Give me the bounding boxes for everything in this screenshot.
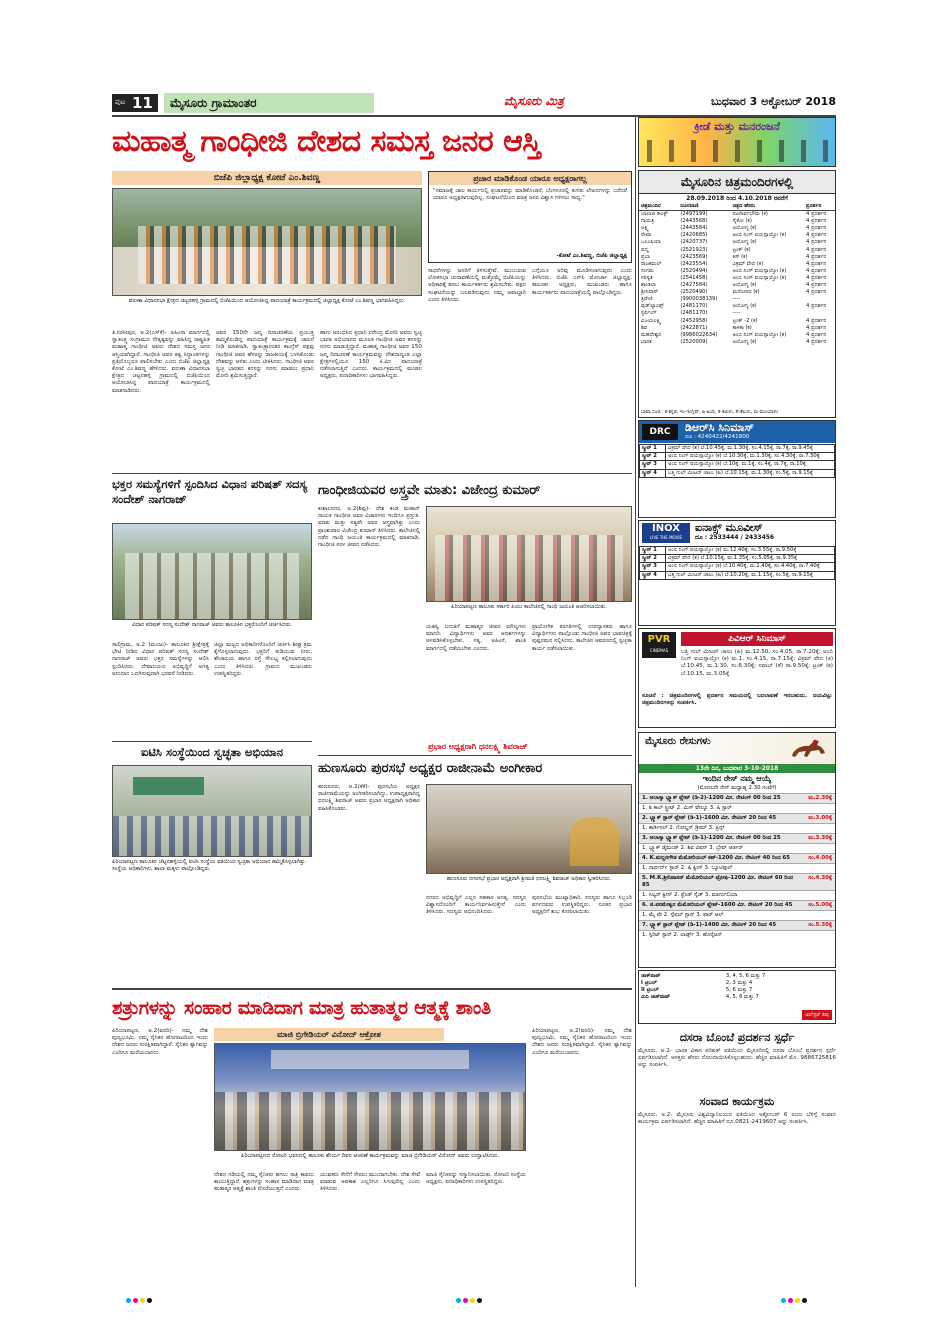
hunsur-caption: ಹುಣಸೂರು ನಗರಸಭೆ ಪ್ರಭಾರ ಅಧ್ಯಕ್ಷರಾಗಿ ಶ್ರೀಮತಿ ಧನಲಕ್ಷ್ಮಿ ಶಿವರಾಜ್ ಅಧಿಕಾರ ಸ್ವೀಕರಿಸಿದರು. bbox=[446, 876, 612, 882]
page-number: 11 bbox=[132, 94, 153, 112]
race-pick: 1. ನಾರ್ಥರ್ನ್ ಸ್ಟಾರ್ 2. ಷಿ ಕ್ವೀನ್ 3. ಬ್ಯೂಟಿಫುಲ್ bbox=[639, 863, 835, 873]
race-pick: 1. ಸ್ಪಿರಿಟ್ ಸ್ಟಾರ್ 2. ಲಾರ್ಡ್ಸ್ 3. ಹೊರೈಜನ್ bbox=[639, 930, 835, 940]
cinema-cell: 4 ಪ್ರದರ್ಶನ bbox=[806, 317, 827, 324]
race-title: 6. ಜಿ.ಪರಮೇಶ್ವರ ಮೆಮೋರಿಯಲ್ ಪ್ಲೇಟ್-1600 ಮೀ. ರೇಟಿಂಗ್ 20 ರಿಂದ 45 bbox=[642, 902, 793, 908]
race-time: ಸಂ.5.00ಕ್ಕೆ bbox=[808, 902, 832, 908]
print-registration-marks bbox=[125, 1288, 153, 1307]
cinema-cell: (2427584) bbox=[680, 282, 708, 289]
mlc-col-2: ಜಿಲ್ಲಾ ಮಟ್ಟದ ಅಧಿಕಾರಿಗಳೊಂದಿಗೆ ಚರ್ಚಿಸಿ ಶೀಘ್ರ ಕ್ರಮ ಕೈಗೊಳ್ಳಲಾಗುವುದು. ಭಕ್ತರಿಗೆ ಕುಡಿಯುವ ನೀರು, ಶೌಚಾಲಯ ಹಾಗೂ ರಸ್ತೆ ಸೌಲಭ್ಯ ಕಲ್ಪಿಸಲಾಗುವುದು ಎಂದು ತಿಳಿಸಿದರು. ಗ್ರಾಮದ ಮುಖಂಡರು ಉಪಸ್ಥಿತರಿದ್ದರು. bbox=[214, 642, 312, 677]
cinema-dates: 28.09.2018 ರಿಂದ 4.10.2018 ರವರೆಗೆ bbox=[686, 195, 788, 202]
drc-rows bbox=[640, 445, 835, 478]
divider bbox=[112, 473, 632, 474]
cinema-row bbox=[639, 339, 835, 346]
race-title-row bbox=[639, 920, 835, 930]
cinema-cell: ಬಾಲಾಜಿ ಡಿಲಕ್ಸ್ bbox=[641, 211, 668, 218]
cinema-cell: (2420685) bbox=[680, 232, 708, 239]
race-title: 5. M.K.ಶ್ರೀನಿವಾಸನ್ ಮೆಮೋರಿಯಲ್ ಟ್ರೋಫಿ-1200 ಮೀ. ರೇಟಿಂಗ್ 60 ರಿಂದ 85 bbox=[642, 875, 793, 888]
page-number-badge bbox=[112, 94, 158, 112]
gandhi-col-1: ಕುಶಾಲನಗರ, ಅ.2(ಶಿವು)- ದೇಶ ಕಂಡ ಮಹಾನ್ ನಾಯಕ ಗಾಂಧೀಜಿ ಅವರ ವಿಚಾರಗಳು ಇಂದಿಗೂ ಪ್ರಸ್ತುತ. ಮಾತು ಮತ್ತು ಸತ್ಯವೇ ಅವರ ಅಸ್ತ್ರವಾಗಿತ್ತು ಎಂದು ಪ್ರಾಂಶುಪಾಲ ವಿಜೇಂದ್ರ ಕುಮಾರ್ ತಿಳಿಸಿದರು. ಕಾಲೇಜಿನಲ್ಲಿ ನಡೆದ ಗಾಂಧಿ ಜಯಂತಿ ಕಾರ್ಯಕ್ರಮದಲ್ಲಿ ಮಾತನಾಡಿ, ಗಾಂಧೀಜಿ ಸರಳ ಜೀವನ ನಡೆಸಿದರು. bbox=[318, 506, 420, 549]
cinema-cell: ರಾಜಕಮಲ್ bbox=[641, 260, 662, 267]
race-pick: 1. ಕಾರ್ಡಿನಲ್ 2. ಗೋಲ್ಡನ್ ಡ್ರೀಮ್ 3. ಪ್ರಿನ್ಸ್ bbox=[639, 823, 835, 833]
cinema-rows bbox=[639, 211, 835, 346]
drc-showtimes: ಅಂಬಿ ನಿಂಗ್ ವಯಸ್ಸಾಯ್ತೋ (ಕ) ಬೆ.10ಕ್ಕೆ, ಮ.1ಕ್ಕೆ, ಸಂ.4ಕ್ಕೆ, ರಾ.7ಕ್ಕೆ, ರಾ.10ಕ್ಕೆ bbox=[666, 461, 835, 469]
drc-row bbox=[640, 469, 835, 477]
cinema-cell: 4 ಪ್ರದರ್ಶನ bbox=[806, 289, 827, 296]
lead-col-1: ತಿ.ನರಸೀಪುರ, ಅ.2(ಎಸ್‌ಕೆ)- ಅಹಿಂಸಾ ಮಾರ್ಗದಲ್ಲಿ ಸ್ವಾತಂತ್ರ್ಯ ಸಂಗ್ರಾಮದ ನೇತೃತ್ವವನ್ನು ವಹಿಸಿದ್ದ ರಾಷ್ಟ್ರಪಿತ ಮಹಾತ್ಮ ಗಾಂಧೀಜಿ ಅವರು ದೇಶದ ಸಮಸ್ತ ಜನರ ಆಸ್ತಿಯಾಗಿದ್ದಾರೆ. ಗಾಂಧೀಜಿ ಅವರ ತತ್ವ ಸಿದ್ಧಾಂತಗಳನ್ನು ಪ್ರತಿಯೊಬ್ಬರೂ ಪಾಲಿಸಬೇಕು ಎಂದು ಬಿಜೆಪಿ ಜಿಲ್ಲಾಧ್ಯಕ್ಷ ಕೋಟೆ ಎಂ.ಶಿವಣ್ಣ ಹೇಳಿದರು. ವರುಣಾ ವಿಧಾನಸಭಾ ಕ್ಷೇತ್ರದ ಚಟ್ಟನಹಳ್ಳಿ ಗ್ರಾಮದಲ್ಲಿ ಬಿಜೆಪಿಯಿಂದ ಆಯೋಜಿಸಿದ್ದ ಪಾದಯಾತ್ರೆ ಕಾರ್ಯಕ್ರಮದಲ್ಲಿ ಮಾತನಾಡಿದರು. bbox=[112, 330, 210, 394]
cinema-row bbox=[639, 232, 835, 239]
cinema-title: ಮೈಸೂರಿನ ಚಿತ್ರಮಂದಿರಗಳಲ್ಲಿ bbox=[639, 171, 835, 194]
enemy-col-1: ಪಿರಿಯಾಪಟ್ಟಣ, ಅ.2(ವರದಿ)- ನಮ್ಮ ದೇಶ ಪುಣ್ಯಭೂಮಿ, ನಮ್ಮ ಸೈನಿಕರ ಹೋರಾಟದಿಂದ ಇಂದು ದೇಶದ ಜನರು ಸುರಕ್ಷಿತವಾಗಿದ್ದಾರೆ. ಸೈನಿಕರ ತ್ಯಾಗವನ್ನು ಎಂದಿಗೂ ಮರೆಯಬಾರದು. bbox=[112, 1028, 208, 1056]
cinema-row bbox=[639, 325, 835, 332]
pvr-note: ಸೂಚನೆ : ಚಿತ್ರಮಂದಿರಗಳಲ್ಲಿ ಪ್ರದರ್ಶನ ಸಮಯದಲ್ಲಿ ಬದಲಾವಣೆ ಇರಬಹುದು. ದಯವಿಟ್ಟು ಚಿತ್ರಮಂದಿರಗಳನ್ನು ಸಂಪರ್ಕಿಸಿ. bbox=[642, 693, 832, 707]
race-time: ಸಂ.5.30ಕ್ಕೆ bbox=[808, 922, 832, 928]
cinema-box bbox=[638, 170, 836, 418]
cinema-row bbox=[639, 303, 835, 310]
enemy-photo bbox=[214, 1043, 526, 1151]
cinema-cell: (2423569) bbox=[680, 253, 708, 260]
enemy-col-4: ಮಾಜಿ ಸೈನಿಕರನ್ನು ಸನ್ಮಾನಿಸಲಾಯಿತು. ರೋಟರಿ ಸಂಸ್ಥೆಯ ಅಧ್ಯಕ್ಷರು, ಪದಾಧಿಕಾರಿಗಳು ಉಪಸ್ಥಿತರಿದ್ದರು. bbox=[426, 1172, 526, 1186]
inox-row bbox=[640, 571, 835, 579]
cinema-cell: (2481170) bbox=[680, 303, 708, 310]
enemy-col-2: ದೇಶದ ಗಡಿಯಲ್ಲಿ ನಮ್ಮ ಸೈನಿಕರು ಹಗಲು ರಾತ್ರಿ ಕಾವಲು ಕಾಯುತ್ತಿದ್ದಾರೆ. ಶತ್ರುಗಳನ್ನು ಸಂಹಾರ ಮಾಡಿದಾಗ ಮಾತ್ರ ಹುತಾತ್ಮರ ಆತ್ಮಕ್ಕೆ ಶಾಂತಿ ದೊರೆಯುತ್ತದೆ ಎಂದರು. bbox=[214, 1172, 314, 1193]
cinema-cell: 4 ಪ್ರದರ್ಶನ bbox=[806, 232, 827, 239]
sports-banner bbox=[638, 117, 836, 167]
inox-screen: ಸ್ಕ್ರೀನ್ 2 bbox=[640, 555, 666, 563]
section-name: ಮೈಸೂರು ಗ್ರಾಮಾಂತರ bbox=[164, 93, 374, 113]
race-time: ಸಂ.4.30ಕ್ಕೆ bbox=[808, 875, 832, 881]
jackpot-row bbox=[639, 987, 835, 994]
drc-logo: DRC bbox=[642, 424, 678, 440]
cinema-cell: ಒಲಂಪಿಯಾ bbox=[641, 239, 661, 246]
print-registration-marks bbox=[455, 1288, 483, 1307]
inox-table bbox=[639, 546, 835, 580]
jackpot-rows bbox=[639, 973, 835, 1001]
cinema-cell: ಅಯೋಗ್ಯ (ಕ) bbox=[732, 282, 757, 289]
cinema-cell: (9986022634) bbox=[680, 331, 718, 338]
inox-box bbox=[638, 520, 836, 626]
cinema-cell: ಸ್ಟರ್ಲಿಂಗ್ bbox=[641, 310, 657, 317]
cinema-cell: 4 ಪ್ರದರ್ಶನ bbox=[806, 267, 827, 274]
cinema-row bbox=[639, 282, 835, 289]
campaign-title: ಪ್ರಚಾರ ಮಾಡಿಕೊಂಡ ಯಾರೂ ಅಧ್ಯಕ್ಷರಾಗಲ್ಲ bbox=[429, 172, 631, 185]
cinema-table-header bbox=[639, 203, 835, 211]
issue-date: ಬುಧವಾರ 3 ಅಕ್ಟೋಬರ್ 2018 bbox=[710, 95, 836, 108]
cinema-cell: (9900038139) bbox=[680, 296, 718, 303]
inox-showtimes: ಅಂಬಿ ನಿಂಗ್ ವಯಸ್ಸಾಯ್ತೋ (ಕ) ಬೆ.10.40ಕ್ಕೆ, ಮ.1.40ಕ್ಕೆ, ಸಂ.4.40ಕ್ಕೆ, ರಾ.7.40ಕ್ಕೆ bbox=[666, 563, 835, 571]
cinema-cell: ಅಯೋಗ್ಯ (ಕ) bbox=[732, 239, 757, 246]
lead-photo-caption: ವರುಣಾ ವಿಧಾನಸಭಾ ಕ್ಷೇತ್ರದ ಚಟ್ಟನಹಳ್ಳಿ ಗ್ರಾಮದಲ್ಲಿ ಬಿಜೆಪಿಯಿಂದ ಆಯೋಜಿಸಿದ್ದ ಪಾದಯಾತ್ರೆ ಕಾರ್ಯಕ್ರಮದಲ್ಲಿ ಜಿಲ್ಲಾಧ್ಯಕ್ಷ ಕೋಟೆ ಎಂ.ಶಿವಣ್ಣ ಭಾಗವಹಿಸಿದ್ದರು. bbox=[128, 298, 406, 304]
jackpot-label: II ಟ್ರಿಬಲ್ bbox=[641, 987, 659, 994]
tipster-badge: ಟಿಪ್‌ಸ್ಟರ್ ಶಿವು bbox=[802, 1010, 832, 1020]
clean-headline: ಐಟಿಸಿ ಸಂಸ್ಥೆಯಿಂದ ಸ್ವಚ್ಛತಾ ಅಭಿಯಾನ bbox=[112, 741, 312, 763]
cinema-row bbox=[639, 318, 835, 325]
race-time: ಸಂ.4.00ಕ್ಕೆ bbox=[808, 855, 832, 861]
lead-col-3: ಹಾಗು ಅರಂಭಿಸಿದ ಪ್ರಧಾನಿ ನರೇಂದ್ರ ಮೋದಿ ಅವರು ಸ್ವಚ್ಛ ಭಾರತ ಅಭಿಯಾನದ ಮೂಲಕ ಗಾಂಧೀಜಿ ಅವರ ಕನಸನ್ನು ನನಸು ಮಾಡುತ್ತಿದ್ದಾರೆ. ಮಹಾತ್ಮ ಗಾಂಧೀಜಿ ಅವರ 150 ಜನ್ಮ ದಿನಾಚರಣೆ ಕಾರ್ಯಕ್ರಮವನ್ನು ದೇಶದಾದ್ಯಂತ ಎಲ್ಲಾ ಕ್ಷೇತ್ರಗಳಲ್ಲಿಯೂ 150 ಕಿ.ಮೀ ಪಾದಯಾತ್ರೆ ನಡೆಸಲಾಗುತ್ತಿದೆ ಎಂದರು. ಕಾರ್ಯಕ್ರಮದಲ್ಲಿ ಮಂಡಲ ಅಧ್ಯಕ್ಷರು, ಪದಾಧಿಕಾರಿಗಳು ಭಾಗವಹಿಸಿದ್ದರು. bbox=[320, 330, 422, 380]
inox-tagline: LIVE THE MOVIE bbox=[649, 535, 683, 540]
dasara-body: ಮೈಸೂರು, ಅ.2- ಭಾರತ ವಿಕಾಸ ಪರಿಷತ್ ವತಿಯಿಂದ ಮೈಸೂರಿನಲ್ಲಿ ದಸರಾ ಬೊಂಬೆ ಪ್ರದರ್ಶನ ಸ್ಪರ್ಧೆ ಏರ್ಪಡಿಸಲಾಗಿದೆ. ಆಸಕ್ತರು ಹೆಸರು ನೋಂದಾಯಿಸಿಕೊಳ್ಳಬಹುದು. ಹೆಚ್ಚಿನ ಮಾಹಿತಿಗೆ ಮೊ. 9886725816 ಅನ್ನು ಸಂಪರ್ಕಿಸಿ. bbox=[638, 1048, 836, 1069]
cinema-cell: (2422871) bbox=[680, 324, 708, 331]
drc-showtimes: ಅಂಬಿ ನಿಂಗ್ ವಯಸ್ಸಾಯ್ತೋ (ಕ) ಬೆ.10.30ಕ್ಕೆ, ಮ.1.30ಕ್ಕೆ, ಸಂ.4.30ಕ್ಕೆ, ರಾ.7.30ಕ್ಕೆ bbox=[666, 453, 835, 461]
pvr-logo-sub: CINEMAS bbox=[649, 648, 669, 653]
lead-headline: ಮಹಾತ್ಮ ಗಾಂಧೀಜಿ ದೇಶದ ಸಮಸ್ತ ಜನರ ಆಸ್ತಿ bbox=[112, 124, 541, 159]
cinema-cell: 4 ಪ್ರದರ್ಶನ bbox=[806, 225, 827, 232]
jackpot-row bbox=[639, 973, 835, 980]
drc-showtimes: ವಿಕ್ರಮ್ ವೇದ (ತ) ಬೆ.10.45ಕ್ಕೆ, ಮ.1.30ಕ್ಕೆ, ಸಂ.4.15ಕ್ಕೆ, ರಾ.7ಕ್ಕೆ, ರಾ.9.45ಕ್ಕೆ bbox=[666, 445, 835, 453]
race-pick: 1. ಬ್ಲ್ಯಾಕ್ ಡೈಮಂಡ್ 2. ಶಿವ ವಿಷನ್ 3. ಬ್ರೇವ್ ಆರ್ಡರ್ bbox=[639, 843, 835, 853]
cinema-cell bbox=[804, 296, 835, 303]
cinema-cell: ವಿಜಯಲಕ್ಷ್ಮಿ bbox=[641, 317, 662, 324]
program-headline: ಸಂವಾದ ಕಾರ್ಯಕ್ರಮ bbox=[699, 1095, 775, 1108]
inox-row bbox=[640, 563, 835, 571]
cinema-row bbox=[639, 225, 835, 232]
horse-icon-svg bbox=[789, 735, 829, 761]
cinema-cell: ಪದ್ಮ bbox=[641, 246, 649, 253]
cinema-cell: ಕಾಳಿಕಾ (ಕ) bbox=[732, 324, 752, 331]
cinema-cell: (2443584) bbox=[680, 225, 708, 232]
lead-photo bbox=[112, 188, 422, 296]
enemy-col-3: ಯುವಕರು ಸೇನೆಗೆ ಸೇರಲು ಮುಂದಾಗಬೇಕು. ದೇಶ ಸೇವೆ ಮಾಡುವ ಅವಕಾಶ ಎಲ್ಲರಿಗೂ ಸಿಗುವುದಿಲ್ಲ ಎಂದು ತಿಳಿಸಿದರು. bbox=[320, 1172, 420, 1193]
lead-byline: ಬಿಜೆಪಿ ಜಿಲ್ಲಾಧ್ಯಕ್ಷ ಕೋಟೆ ಎಂ.ಶಿವಣ್ಣ bbox=[112, 171, 422, 185]
pvr-schedule: ಬತ್ತಿ ಗುಲ್ ಮೀಟರ್ ಚಾಲು (ಹಿ) ಮ.12.50, ಸಂ.4.05, ರಾ.7.20ಕ್ಕೆ; ಅಂಬಿ ನಿಂಗ್ ವಯಸ್ಸಾಯ್ತೋ (ಕ) ಮ.1, ಸಂ.4.15, ರಾ.7.15ಕ್ಕೆ; ವಿಕ್ರಮ್ ವೇದ (ತ) ಬೆ.10.45, ಮ.1.30, ಸಂ.6.30ಕ್ಕೆ; ನವಾಬ್ (ತೆ) ರಾ.9.50ಕ್ಕೆ; ಟ್ರಂಕ್ (ಕ) ಬೆ.10.15, ಮ.3.05ಕ್ಕೆ bbox=[681, 649, 833, 677]
race-time: ಮ.2.30ಕ್ಕೆ bbox=[808, 795, 832, 801]
cinema-cell: 4 ಪ್ರದರ್ಶನ bbox=[806, 324, 827, 331]
jackpot-table bbox=[639, 973, 835, 1001]
cinema-cell: 4 ಪ್ರದರ್ಶನ bbox=[806, 253, 827, 260]
cinema-cell bbox=[804, 310, 835, 317]
drc-row bbox=[640, 453, 835, 461]
cinema-cell: (2521923) bbox=[680, 246, 708, 253]
cinema-cell: ಕಿಸ್ (ಕ) bbox=[732, 253, 748, 260]
cinema-table bbox=[639, 203, 835, 346]
jackpot-row bbox=[639, 994, 835, 1001]
cinema-cell: (2497199) bbox=[680, 211, 708, 218]
cinema-cell: (2520490) bbox=[680, 289, 708, 296]
enemy-caption: ಪಿರಿಯಾಪಟ್ಟಣದ ರೋಟರಿ ಭವನದಲ್ಲಿ ತಾಲೂಕು ಶೌರ್ಯ ದಿವಸ ಆಚರಣೆ ಕಾರ್ಯಕ್ರಮವನ್ನು ಮಾಜಿ ಬ್ರಿಗೇಡಿಯರ್ ವಿನೋದ್ ಅವರು ಉದ್ಘಾಟಿಸಿದರು. bbox=[241, 1153, 499, 1159]
cinema-cell: ರೇಖಾ bbox=[641, 232, 652, 239]
pvr-logo bbox=[642, 632, 676, 658]
race-title: 1. ಆಲಾಸ್ಕಾ ಬ್ಲ್ಯಾಕ್ ಪ್ಲೇಟ್ (ಡಿ-2)-1200 ಮೀ. ರೇಟಿಂಗ್ 00 ರಿಂದ 25 bbox=[642, 795, 781, 801]
cinema-row bbox=[639, 289, 835, 296]
mlc-headline: ಭಕ್ತರ ಸಮಸ್ಯೆಗಳಿಗೆ ಸ್ಪಂದಿಸಿದ ವಿಧಾನ ಪರಿಷತ್ ಸದಸ್ಯ ಸಂದೇಶ್ ನಾಗರಾಜ್ bbox=[112, 477, 308, 506]
cinema-cell: ಸರಸ್ವತಿ bbox=[641, 274, 653, 281]
drc-title: ಡಿಆರ್‌ಸಿ ಸಿನಿಮಾಸ್ bbox=[685, 421, 754, 434]
gandhi-photo bbox=[426, 506, 632, 602]
cinema-cell: (2443568) bbox=[680, 218, 708, 225]
cinema-cell: ಗಾಯತ್ರಿ bbox=[641, 218, 655, 225]
cinema-row bbox=[639, 247, 835, 254]
cinema-cell: 4 ಪ್ರದರ್ಶನ bbox=[806, 338, 827, 345]
cinema-cell: 4 ಪ್ರದರ್ಶನ bbox=[806, 282, 827, 289]
inox-screen: ಸ್ಕ್ರೀನ್ 1 bbox=[640, 547, 666, 555]
cinema-cell: (2420737) bbox=[680, 239, 708, 246]
cinema-cell: ಅಂಬಿ ನಿಂಗ್ ವಯಸ್ಸಾಯ್ತೋ (ಕ) bbox=[732, 232, 787, 239]
cinema-cell: (2520009) bbox=[680, 338, 708, 345]
lead-col-2: ಅವರ 150ನೇ ಜನ್ಮ ದಿನಾಚರಣೆಯ ಪ್ರಯುಕ್ತ ಹಮ್ಮಿಕೊಂಡಿದ್ದ ಪಾದಯಾತ್ರೆ ಕಾರ್ಯಕ್ರಮಕ್ಕೆ ಚಾಲನೆ ನೀಡಿ ಮಾತನಾಡಿ, ಸ್ವಾತಂತ್ರ್ಯಾನಂತರ ಕಾಂಗ್ರೆಸ್ ಪಕ್ಷವು ಗಾಂಧೀಜಿ ಅವರ ಹೆಸರನ್ನು ರಾಜಕೀಯಕ್ಕೆ ಬಳಸಿಕೊಂಡು ದೇಶವನ್ನು ಆಳಿತು ಎಂದು ಟೀಕಿಸಿದರು. ಗಾಂಧೀಜಿ ಅವರ ಸ್ವಚ್ಛ ಭಾರತದ ಕನಸನ್ನು ನನಸು ಮಾಡಲು ಪ್ರಧಾನಿ ಮೋದಿ ಶ್ರಮಿಸುತ್ತಿದ್ದಾರೆ. bbox=[216, 330, 314, 380]
cinema-header-cell: ಚಿತ್ರದ ಹೆಸರು bbox=[732, 203, 756, 209]
pvr-logo-text: PVR bbox=[647, 634, 671, 645]
race-time: ಮ.3.00ಕ್ಕೆ bbox=[808, 815, 832, 821]
drc-showtimes: ಬತ್ತಿ ಗುಲ್ ಮೀಟರ್ ಚಾಲು (ಹಿ) ಬೆ.10.15ಕ್ಕೆ, ಮ.1.30ಕ್ಕೆ, ಸಂ.5ಕ್ಕೆ, ರಾ.9.15ಕ್ಕೆ bbox=[666, 469, 835, 477]
drc-row bbox=[640, 461, 835, 469]
clean-photo bbox=[112, 765, 312, 857]
cinema-row bbox=[639, 275, 835, 282]
inox-screen: ಸ್ಕ್ರೀನ್ 3 bbox=[640, 563, 666, 571]
race-title: 4. K.ಮಲ್ಲನಗೌಡ ಮೆಮೋರಿಯಲ್ ಕಪ್-1200 ಮೀ. ರೇಟಿಂಗ್ 40 ರಿಂದ 65 bbox=[642, 855, 791, 861]
column-rule bbox=[635, 117, 636, 1287]
mlc-col-1: ಸಾಲಿಗ್ರಾಮ, ಅ.2 (ಮಂಜು)- ತಾಲೂಕಿನ ಶ್ರೀಕ್ಷೇತ್ರಕ್ಕೆ ಭೇಟಿ ನೀಡಿದ ವಿಧಾನ ಪರಿಷತ್ ಸದಸ್ಯ ಸಂದೇಶ್ ನಾಗರಾಜ್ ಅವರು ಭಕ್ತರ ಸಮಸ್ಯೆಗಳನ್ನು ಆಲಿಸಿ ಸ್ಪಂದಿಸಿದರು. ದೇವಾಲಯದ ಅಭಿವೃದ್ಧಿಗೆ ಅಗತ್ಯ ಅನುದಾನ ಒದಗಿಸುವುದಾಗಿ ಭರವಸೆ ನೀಡಿದರು. bbox=[112, 642, 209, 677]
hunsur-col-1: ಹುಣಸೂರು, ಅ.2(ಕೆಕೆ)- ಪುರಸಭೆಯ ಅಧ್ಯಕ್ಷರ ರಾಜೀನಾಮೆಯನ್ನು ಅಂಗೀಕರಿಸಲಾಗಿದ್ದು, ಉಪಾಧ್ಯಕ್ಷರಾಗಿದ್ದ ಧನಲಕ್ಷ್ಮಿ ಶಿವರಾಜ್ ಅವರು ಪ್ರಭಾರ ಅಧ್ಯಕ್ಷರಾಗಿ ಅಧಿಕಾರ ವಹಿಸಿಕೊಂಡರು. bbox=[318, 784, 420, 812]
horse-icon bbox=[789, 735, 829, 761]
inox-rows bbox=[640, 547, 835, 580]
drc-box bbox=[638, 420, 836, 518]
cinema-cell: ವುಡ್‌ಲ್ಯಾಂಡ್ಸ್ bbox=[641, 303, 664, 310]
race-title: 2. ಬ್ಲ್ಯಾಕ್ ಸ್ಟಾರ್ ಪ್ಲೇಟ್ (ಡಿ-1)-1600 ಮೀ. ರೇಟಿಂಗ್ 20 ರಿಂದ 45 bbox=[642, 815, 777, 821]
cinema-row bbox=[639, 296, 835, 303]
cinema-cell: ನಟಸಾರ್ವಭೌಮ (ಕ) bbox=[732, 211, 768, 218]
cinema-cell: ಅಂಬಿ ನಿಂಗ್ ವಯಸ್ಸಾಯ್ತೋ (ಕ) bbox=[732, 267, 787, 274]
campaign-box bbox=[428, 171, 632, 263]
race-pick: 1. ಶಿ ಕಾಲ್ ಸ್ಟ್ರೀಟ್ 2. ಮಿಸ್ ವೇಲ್ಯೂ 3. ಷಿ ಸ್ಟಾರ್ bbox=[639, 803, 835, 813]
pvr-title: ಪಿವಿಆರ್ ಸಿನಿಮಾಸ್ bbox=[681, 632, 833, 646]
cinema-row bbox=[639, 254, 835, 261]
jackpot-label: ಮಿನಿ ಜಾಕ್‌ಪಾಟ್ bbox=[641, 994, 671, 1001]
cinema-cell: ಅಯೋಗ್ಯ (ಕ) bbox=[732, 303, 757, 310]
cinema-cell: ಮಹದೇಶ್ವರ bbox=[641, 331, 662, 338]
races-meta: 13ನೇ ದಿನ, ಬುಧವಾರ 3-10-2018 bbox=[639, 764, 835, 773]
race-title: 3. ಆಲಾಸ್ಕಾ ಬ್ಲ್ಯಾಕ್ ಪ್ಲೇಟ್ (ಡಿ-1)-1200 ಮೀ. ರೇಟಿಂಗ್ 00 ರಿಂದ 25 bbox=[642, 835, 781, 841]
drc-screen: ಸ್ಕ್ರೀನ್ 3 bbox=[640, 461, 666, 469]
page-label: ಪುಟ bbox=[115, 98, 126, 106]
cinema-language-note: ಭಾಷಾ ಸೂಚಿ : ಕ-ಕನ್ನಡ, ಇಂ-ಇಂಗ್ಲಿಷ್, ಹಿ-ಹಿಂದಿ, ತ-ತಮಿಳು, ತೆ-ತೆಲುಗು, ಮ-ಮಲಯಾಳಂ bbox=[641, 410, 779, 415]
cinema-cell: ಮನೋರಥ (ಕ) bbox=[732, 289, 760, 296]
sports-silhouettes bbox=[647, 140, 829, 162]
race-title-row bbox=[639, 813, 835, 823]
race-title-row bbox=[639, 793, 835, 803]
cinema-cell: ಟ್ರಂಕ್ (ಕ) bbox=[732, 246, 751, 253]
races-list bbox=[639, 793, 835, 940]
cinema-cell: (2541458) bbox=[680, 274, 708, 281]
drc-screen: ಸ್ಕ್ರೀನ್ 4 bbox=[640, 469, 666, 477]
drc-screen: ಸ್ಕ್ರೀನ್ 2 bbox=[640, 453, 666, 461]
cinema-cell: ---- bbox=[732, 296, 741, 303]
cinema-cell: ಲಕ್ಷ್ಮಿ bbox=[641, 225, 649, 232]
races-note: (ಮೊದಲನೇ ರೇಸ್ ಮಧ್ಯಾಹ್ನ 2.30 ಗಂಟೆಗೆ) bbox=[697, 785, 777, 791]
cinema-cell: ಶಿವ bbox=[641, 324, 648, 331]
cinema-cell: 4 ಪ್ರದರ್ಶನ bbox=[806, 239, 827, 246]
cinema-cell: ಅಂಬಿ ನಿಂಗ್ ವಯಸ್ಸಾಯ್ತೋ (ಕ) bbox=[732, 274, 787, 281]
inox-title: ಐನಾಕ್ಸ್ ಮೂವೀಸ್ bbox=[695, 521, 763, 534]
mlc-photo bbox=[112, 523, 312, 620]
inox-showtimes: ವಿಕ್ರಮ್ ವೇದ (ತ) ಬೆ.10.15ಕ್ಕೆ, ಮ.1.35ಕ್ಕೆ, ಸಂ.5.05ಕ್ಕೆ, ರಾ.9.35ಕ್ಕೆ bbox=[666, 555, 835, 563]
cinema-cell: 4 ಪ್ರದರ್ಶನ bbox=[806, 246, 827, 253]
enemy-byline: ಮಾಜಿ ಬ್ರಿಗೇಡಿಯರ್ ವಿನೋದ್ ಆಕ್ರೋಶ bbox=[214, 1028, 444, 1041]
cinema-cell: ಸೈಕೋ (ಕ) bbox=[732, 218, 752, 225]
cinema-cell: 4 ಪ್ರದರ್ಶನ bbox=[806, 218, 827, 225]
races-title: ಮೈಸೂರು ರೇಸುಗಳು bbox=[645, 736, 711, 747]
inox-logo-text: INOX bbox=[652, 523, 680, 534]
cinema-cell: ಟ್ರಂಕ್ -2 (ಕ) bbox=[732, 317, 758, 324]
hunsur-col-2: ನಗರದ ಅಭಿವೃದ್ಧಿಗೆ ಎಲ್ಲರ ಸಹಕಾರ ಅಗತ್ಯ. ಸದಸ್ಯರ ವಿಶ್ವಾಸದೊಂದಿಗೆ ಕಾರ್ಯನಿರ್ವಹಿಸುತ್ತೇನೆ ಎಂದು ತಿಳಿಸಿದರು. ಸದಸ್ಯರು ಅಭಿನಂದಿಸಿದರು. bbox=[426, 895, 526, 916]
cinema-row bbox=[639, 332, 835, 339]
inox-showtimes: ಅಂಬಿ ನಿಂಗ್ ವಯಸ್ಸಾಯ್ತೋ (ಕ) ಮ.12.40ಕ್ಕೆ, ಸಂ.3.55ಕ್ಕೆ, ರಾ.9.50ಕ್ಕೆ bbox=[666, 547, 835, 555]
cinema-cell: ವಿಕ್ರಮ್ ವೇದ (ಕ) bbox=[732, 260, 764, 267]
cinema-row bbox=[639, 261, 835, 268]
jackpot-value: 3, 4, 5, 6 ಮತ್ತು 7 bbox=[725, 973, 766, 979]
gandhi-caption: ಪಿರಿಯಾಪಟ್ಟಣ ತಾಲೂಕು ಸರ್ಕಾರಿ ಪಿಯು ಕಾಲೇಜಿನಲ್ಲಿ ಗಾಂಧಿ ಜಯಂತಿ ಆಚರಿಸಲಾಯಿತು. bbox=[451, 604, 607, 610]
race-pick: 1. ಸಿಲ್ವರ್ ಕ್ವೀನ್ 2. ಫ್ರೆಂಡ್ ಸೈಡ್ 3. ಮಾರ್ಗುಲಿಯಾ bbox=[639, 890, 835, 900]
cinema-cell: ತ್ರಿವೇಣಿ bbox=[641, 296, 653, 303]
inox-logo bbox=[642, 523, 690, 543]
cinema-cell: ಶಾಂತಲಾ bbox=[641, 282, 656, 289]
cinema-cell: ---- bbox=[732, 310, 741, 317]
jackpot-row bbox=[639, 980, 835, 987]
cinema-row bbox=[639, 218, 835, 225]
races-sub: ಇಂದಿನ ರೇಸ್ ನಮ್ಮ ಆಯ್ಕೆ bbox=[702, 774, 772, 783]
cinema-cell: 4 ಪ್ರದರ್ಶನ bbox=[806, 211, 827, 218]
cinema-cell: 4 ಪ್ರದರ್ಶನ bbox=[806, 274, 827, 281]
cinema-cell: ಶ್ರೀನಿವಾಸ್ bbox=[641, 289, 659, 296]
cinema-cell: 4 ಪ್ರದರ್ಶನ bbox=[806, 303, 827, 310]
cinema-row bbox=[639, 239, 835, 246]
enemy-col-5: ಪಿರಿಯಾಪಟ್ಟಣ, ಅ.2(ವರದಿ)- ನಮ್ಮ ದೇಶ ಪುಣ್ಯಭೂಮಿ, ನಮ್ಮ ಸೈನಿಕರ ಹೋರಾಟದಿಂದ ಇಂದು ದೇಶದ ಜನರು ಸುರಕ್ಷಿತವಾಗಿದ್ದಾರೆ. ಸೈನಿಕರ ತ್ಯಾಗವನ್ನು ಎಂದಿಗೂ ಮರೆಯಬಾರದು. bbox=[532, 1028, 632, 1056]
hunsur-col-3: ಪುರಸಭೆಯ ಮುಖ್ಯಾಧಿಕಾರಿ, ಸದಸ್ಯರು ಹಾಗೂ ಸಿಬ್ಬಂದಿ ವರ್ಗದವರು ಉಪಸ್ಥಿತರಿದ್ದರು. ನೂತನ ಪ್ರಭಾರ ಅಧ್ಯಕ್ಷರಿಗೆ ಶುಭ ಕೋರಲಾಯಿತು. bbox=[532, 895, 632, 916]
cinema-cell: (2452958) bbox=[680, 317, 708, 324]
paper-name: ಮೈಸೂರು ಮಿತ್ರ bbox=[504, 94, 564, 108]
drc-phone: ದೂ : 4240422/4241800 bbox=[685, 434, 750, 440]
campaign-quote: "ಸಮಾಜಕ್ಕೆ ಚಾಲ ಕಾರ್ಯದಲ್ಲಿ ಪ್ರಚಾರವನ್ನು ಮಾಡಿಕೊಂಡರೆ, ಬೆಂಗಳೂರಲ್ಲಿ ಕುಳಿತು ಲೇಖನಗಳನ್ನು ಬರೆದರೆ ಯಾರೂ ಅಧ್ಯಕ್ಷರಾಗುವುದಿಲ್ಲ. ಸಂಘಟನೆಯಿಂದ ಮಾತ್ರ ಜನರ ವಿಶ್ವಾಸ ಗಳಿಸಲು ಸಾಧ್ಯ." bbox=[433, 188, 627, 202]
race-title-row bbox=[639, 853, 835, 863]
race-time: ಮ.3.30ಕ್ಕೆ bbox=[808, 835, 832, 841]
cinema-cell: (2481170) bbox=[680, 310, 708, 317]
program-body: ಮೈಸೂರು, ಅ.2- ಮೈಸೂರು ವಿಶ್ವವಿದ್ಯಾನಿಲಯದ ವತಿಯಿಂದ ಅಕ್ಟೋಬರ್ 6 ರಂದು ಬೆಳಿಗ್ಗೆ ಸಂವಾದ ಕಾರ್ಯಕ್ರಮ ಏರ್ಪಡಿಸಲಾಗಿದೆ. ಹೆಚ್ಚಿನ ಮಾಹಿತಿಗೆ ದೂ.0821-2419607 ಅನ್ನು ಸಂಪರ್ಕಿಸಿ. bbox=[638, 1112, 836, 1126]
jackpot-label: I ಟ್ರಿಬಲ್ bbox=[641, 980, 657, 987]
divider bbox=[112, 988, 632, 990]
cinema-cell: 4 ಪ್ರದರ್ಶನ bbox=[806, 331, 827, 338]
race-title: 7. ಬ್ಲ್ಯಾಕ್ ಸ್ಟಾರ್ ಪ್ಲೇಟ್ (ಡಿ-1)-1400 ಮೀ. ರೇಟಿಂಗ್ 20 ರಿಂದ 45 bbox=[642, 922, 777, 928]
cinema-cell: ಭಾರತ bbox=[641, 338, 652, 345]
gandhi-col-2: ಯಶಸ್ವಿ ಬದುಕಿಗೆ ಮಹಾತ್ಮರ ಜೀವನ ಮೌಲ್ಯಗಳು ಮಾದರಿ. ವಿದ್ಯಾರ್ಥಿಗಳು ಅವರ ಆದರ್ಶಗಳನ್ನು ಅಳವಡಿಸಿಕೊಳ್ಳಬೇಕು. ಸತ್ಯ, ಅಹಿಂಸೆ, ಶಾಂತಿ ಮಾರ್ಗದಲ್ಲಿ ನಡೆಯಬೇಕು ಎಂದರು. bbox=[426, 624, 526, 652]
hunsur-headline: ಹುಣಸೂರು ಪುರಸಭೆ ಅಧ್ಯಕ್ಷರ ರಾಜೀನಾಮೆ ಅಂಗೀಕಾರ bbox=[318, 755, 632, 781]
cinema-row bbox=[639, 310, 835, 317]
race-title-row bbox=[639, 900, 835, 910]
enemy-headline: ಶತ್ರುಗಳನ್ನು ಸಂಹಾರ ಮಾಡಿದಾಗ ಮಾತ್ರ ಹುತಾತ್ಮರ ಆತ್ಮಕ್ಕೆ ಶಾಂತಿ bbox=[112, 997, 491, 1019]
cinema-header-cell: ಪ್ರದರ್ಶನ bbox=[806, 203, 822, 209]
race-title-row bbox=[639, 873, 835, 890]
campaign-quote-author: -ಕೋಟೆ ಎಂ.ಶಿವಣ್ಣ, ಬಿಜೆಪಿ ಜಿಲ್ಲಾಧ್ಯಕ್ಷ bbox=[556, 253, 627, 259]
race-pick: 1. ಮೈ ವೇ 2. ಸ್ಪೆಷಲ್ ಸ್ಟಾರ್ 3. ಫಾರ್ ಆಲ್ bbox=[639, 910, 835, 920]
jackpot-value: 4, 5, 6 ಮತ್ತು 7 bbox=[725, 994, 759, 1001]
jackpot-label: ಜಾಕ್‌ಪಾಟ್ bbox=[641, 973, 661, 979]
dasara-headline: ದಸರಾ ಬೊಂಬೆ ಪ್ರದರ್ಶನ ಸ್ಪರ್ಧೆ bbox=[679, 1031, 795, 1044]
cinema-header-cell: ದೂರವಾಣಿ bbox=[680, 203, 699, 209]
gandhi-headline: ಗಾಂಧೀಜಿಯವರ ಅಸ್ತ್ರವೇ ಮಾತು: ವಿಜೇಂದ್ರ ಕುಮಾರ್ bbox=[318, 483, 541, 498]
campaign-col-1: ಸಾಧನೆಗಳನ್ನು ಜನರಿಗೆ ತಿಳಿಸುತ್ತೇವೆ. ಮುಂಬರುವ ಲೋಕಸಭಾ ಚುನಾವಣೆಯಲ್ಲಿ ಮತ್ತೊಮ್ಮೆ ಬಿಜೆಪಿಯನ್ನು ಅಧಿಕಾರಕ್ಕೆ ತರಲು ಕಾರ್ಯಕರ್ತರು ಶ್ರಮಿಸಬೇಕು. ಪಕ್ಷದ ಸಂಘಟನೆಯನ್ನು ಬಲಪಡಿಸುವುದು ನಮ್ಮ ಜವಾಬ್ದಾರಿ ಎಂದು ತಿಳಿಸಿದರು. bbox=[428, 268, 526, 303]
cinema-cell: 4 ಪ್ರದರ್ಶನ bbox=[806, 260, 827, 267]
jackpot-value: 2, 3 ಮತ್ತು 4 bbox=[725, 980, 753, 987]
races-box bbox=[638, 732, 836, 968]
campaign-col-2: ಬಗ್ಗೆಯೂ ಅರಿವು ಮೂಡಿಸಲಾಗುವುದು ಎಂದು ತಿಳಿಸಿದರು. ಬಿಜೆಪಿ ಎಸ್‌ಸಿ ಮೋರ್ಚಾ ಜಿಲ್ಲಾಧ್ಯಕ್ಷ, ತಾಲೂಕು ಅಧ್ಯಕ್ಷರು, ಮುಖಂಡರು ಹಾಗೂ ಕಾರ್ಯಕರ್ತರು ಪಾದಯಾತ್ರೆಯಲ್ಲಿ ಪಾಲ್ಗೊಂಡಿದ್ದರು. bbox=[532, 268, 632, 296]
cinema-cell: ಅಯೋಗ್ಯ (ಕ) bbox=[732, 338, 757, 345]
cinema-cell: (2423554) bbox=[680, 260, 708, 267]
hunsur-photo bbox=[426, 784, 632, 874]
inox-screen: ಸ್ಕ್ರೀನ್ 4 bbox=[640, 571, 666, 579]
races-header bbox=[639, 733, 835, 763]
hunsur-kicker: ಪ್ರಭಾರ ಅಧ್ಯಕ್ಷರಾಗಿ ಧನಲಕ್ಷ್ಮಿ ಶಿವರಾಜ್ bbox=[428, 742, 528, 751]
cinema-cell: ಅಯೋಗ್ಯ (ಕ) bbox=[732, 225, 757, 232]
drc-screen: ಸ್ಕ್ರೀನ್ 1 bbox=[640, 445, 666, 453]
cinema-header-cell: ಚಿತ್ರಮಂದಿರ bbox=[641, 203, 661, 209]
cinema-cell: ಸಂಗಮ bbox=[641, 267, 654, 274]
jackpot-box bbox=[638, 970, 836, 1024]
cinema-row bbox=[639, 211, 835, 219]
inox-header bbox=[639, 521, 835, 545]
cinema-cell: ಪ್ರಭಾ bbox=[641, 253, 650, 260]
drc-table bbox=[639, 444, 835, 478]
page-header bbox=[112, 92, 836, 114]
inox-row bbox=[640, 555, 835, 563]
cinema-cell: (2520494) bbox=[680, 267, 708, 274]
inox-phone: ದೂ : 2533444 / 2433456 bbox=[695, 534, 775, 541]
mlc-caption: ವಿಧಾನ ಪರಿಷತ್ ಸದಸ್ಯ ಸಂದೇಶ್ ನಾಗರಾಜ್ ಅವರು ತಾಲೂಕಿನ ಭಕ್ತರೊಂದಿಗೆ ಚರ್ಚಿಸಿದರು. bbox=[131, 622, 292, 628]
inox-row bbox=[640, 547, 835, 555]
drc-header bbox=[639, 421, 835, 443]
inox-showtimes: ಬತ್ತಿ ಗುಲ್ ಮೀಟರ್ ಚಾಲು (ಹಿ) ಬೆ.10.20ಕ್ಕೆ, ಮ.1.15ಕ್ಕೆ, ಸಂ.5ಕ್ಕೆ, ರಾ.9.15ಕ್ಕೆ bbox=[666, 571, 835, 579]
sports-title: ಕ್ರೀಡೆ ಮತ್ತು ಮನರಂಜನೆ bbox=[694, 120, 780, 133]
print-registration-marks bbox=[780, 1288, 808, 1307]
race-title-row bbox=[639, 833, 835, 843]
gandhi-col-3: ಪ್ರಾಯೋಗಿಕ ತರಗತಿಗಳಲ್ಲಿ ಉಪನ್ಯಾಸಕರು ಹಾಗೂ ವಿದ್ಯಾರ್ಥಿಗಳು ಪಾಲ್ಗೊಂಡು ಗಾಂಧೀಜಿ ಅವರ ಭಾವಚಿತ್ರಕ್ಕೆ ಪುಷ್ಪನಮನ ಸಲ್ಲಿಸಿದರು. ಕಾಲೇಜಿನ ಆವರಣದಲ್ಲಿ ಸ್ವಚ್ಛತಾ ಕಾರ್ಯ ನಡೆಸಲಾಯಿತು. bbox=[532, 624, 632, 652]
drc-row bbox=[640, 445, 835, 453]
cinema-cell: ಅಂಬಿ ನಿಂಗ್ ವಯಸ್ಸಾಯ್ತೋ (ಕ) bbox=[732, 331, 787, 338]
jackpot-value: 5, 6 ಮತ್ತು 7 bbox=[725, 987, 753, 994]
cinema-row bbox=[639, 268, 835, 275]
clean-caption: ಪಿರಿಯಾಪಟ್ಟಣ ತಾಲೂಕಿನ ಚೆಟ್ಟನಹಳ್ಳಿಯಲ್ಲಿ ಐಟಿಸಿ ಸಂಸ್ಥೆಯ ವತಿಯಿಂದ ಸ್ವಚ್ಛತಾ ಅಭಿಯಾನ ಹಮ್ಮಿಕೊಳ್ಳಲಾಗಿತ್ತು. ಸಂಸ್ಥೆಯ ಅಧಿಕಾರಿಗಳು, ಶಾಲಾ ಮಕ್ಕಳು ಪಾಲ್ಗೊಂಡಿದ್ದರು. bbox=[112, 859, 307, 872]
pvr-box bbox=[638, 628, 836, 728]
